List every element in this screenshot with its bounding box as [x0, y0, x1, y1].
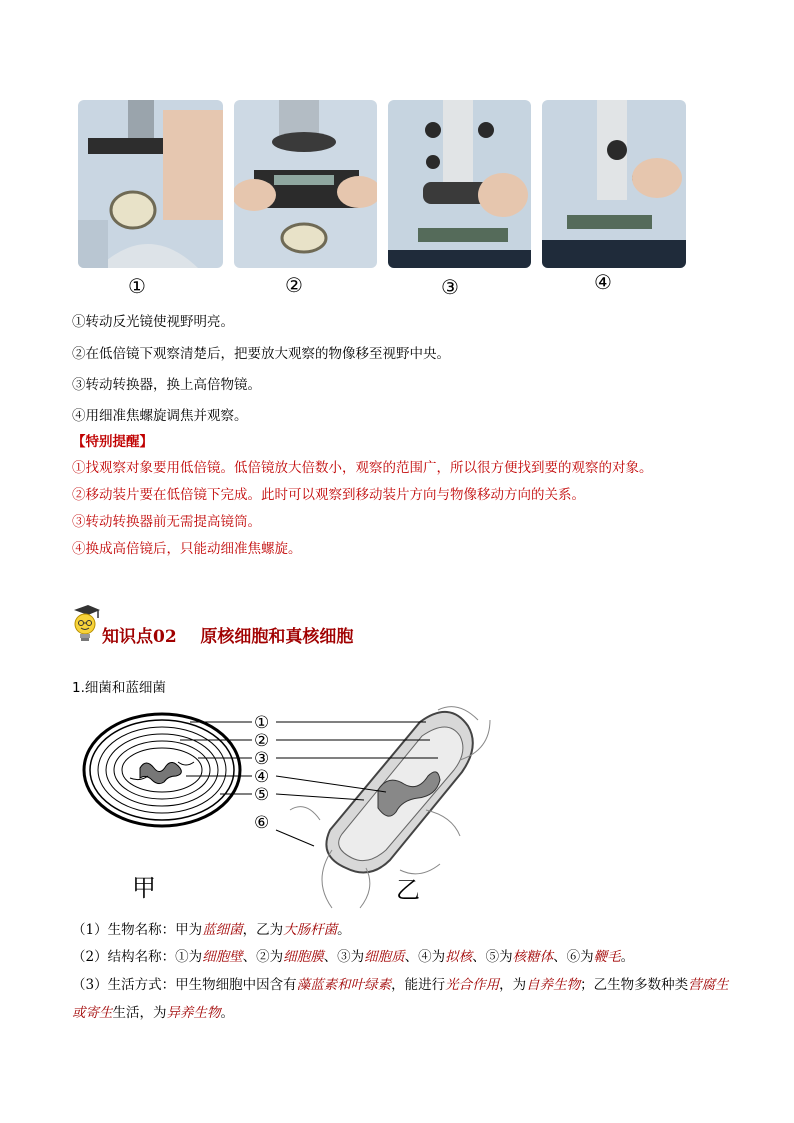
bacteria-diagram — [70, 700, 540, 912]
step-2: ②在低倍镜下观察清楚后，把要放大观察的物像移至视野中央。 — [72, 346, 450, 362]
step-4: ④用细准焦螺旋调焦并观察。 — [72, 408, 248, 424]
tip-4: ④换成高倍镜后，只能动细准焦螺旋。 — [72, 541, 302, 557]
diagram-label-3: ③ — [254, 749, 270, 769]
tip-3: ③转动转换器前无需提高镜筒。 — [72, 514, 261, 530]
photo-label-3: ③ — [441, 275, 459, 299]
tip-1: ①找观察对象要用低倍镜。低倍镜放大倍数小，观察的范围广，所以很方便找到要的观察的对象。 — [72, 460, 653, 476]
microscope-photo-3 — [388, 100, 531, 268]
microscope-photo-2 — [234, 100, 377, 268]
cyanobacterium-figure — [84, 714, 240, 826]
paragraph-2: （2）结构名称：①为细胞壁、②为细胞膜、③为细胞质、④为拟核、⑤为核糖体、⑥为鞭毛。 — [72, 949, 635, 965]
step-1: ①转动反光镜使视野明亮。 — [72, 314, 234, 330]
tips-header: 【特别提醒】 — [72, 434, 153, 450]
paragraph-3: （3）生活方式：甲生物细胞中因含有藻蓝素和叶绿素，能进行光合作用，为自养生物；乙生物多数种类营腐生或寄生生活，为异养生物。 — [72, 977, 729, 1021]
answer-ecoli: 大肠杆菌 — [283, 922, 338, 938]
caption-jia: 甲 — [132, 874, 156, 902]
diagram-label-6: ⑥ — [254, 813, 270, 833]
step-3: ③转动转换器，换上高倍物镜。 — [72, 377, 261, 393]
tip-2: ②移动装片要在低倍镜下完成。此时可以观察到移动装片方向与物像移动方向的关系。 — [72, 487, 585, 503]
ecoli-figure — [290, 707, 490, 908]
diagram-label-1: ① — [254, 713, 270, 733]
lightbulb-graduate-icon — [68, 604, 102, 644]
answer-cyanobacteria: 蓝细菌 — [202, 922, 243, 938]
microscope-photo-1 — [78, 100, 223, 268]
microscope-photo-4 — [542, 100, 686, 268]
microscope-photo-strip — [78, 100, 688, 270]
diagram-label-4: ④ — [254, 767, 270, 787]
section-heading — [68, 604, 488, 647]
section-heading-text: 知识点02 原核细胞和真核细胞 — [102, 627, 354, 647]
photo-label-1: ① — [128, 274, 146, 298]
paragraph-1: （1）生物名称：甲为蓝细菌，乙为大肠杆菌。 — [72, 922, 351, 938]
subsection-title: 1.细菌和蓝细菌 — [72, 680, 166, 696]
photo-label-4: ④ — [594, 270, 612, 294]
photo-label-2: ② — [285, 273, 303, 297]
caption-yi: 乙 — [396, 876, 420, 904]
diagram-label-5: ⑤ — [254, 785, 270, 805]
diagram-label-2: ② — [254, 731, 270, 751]
